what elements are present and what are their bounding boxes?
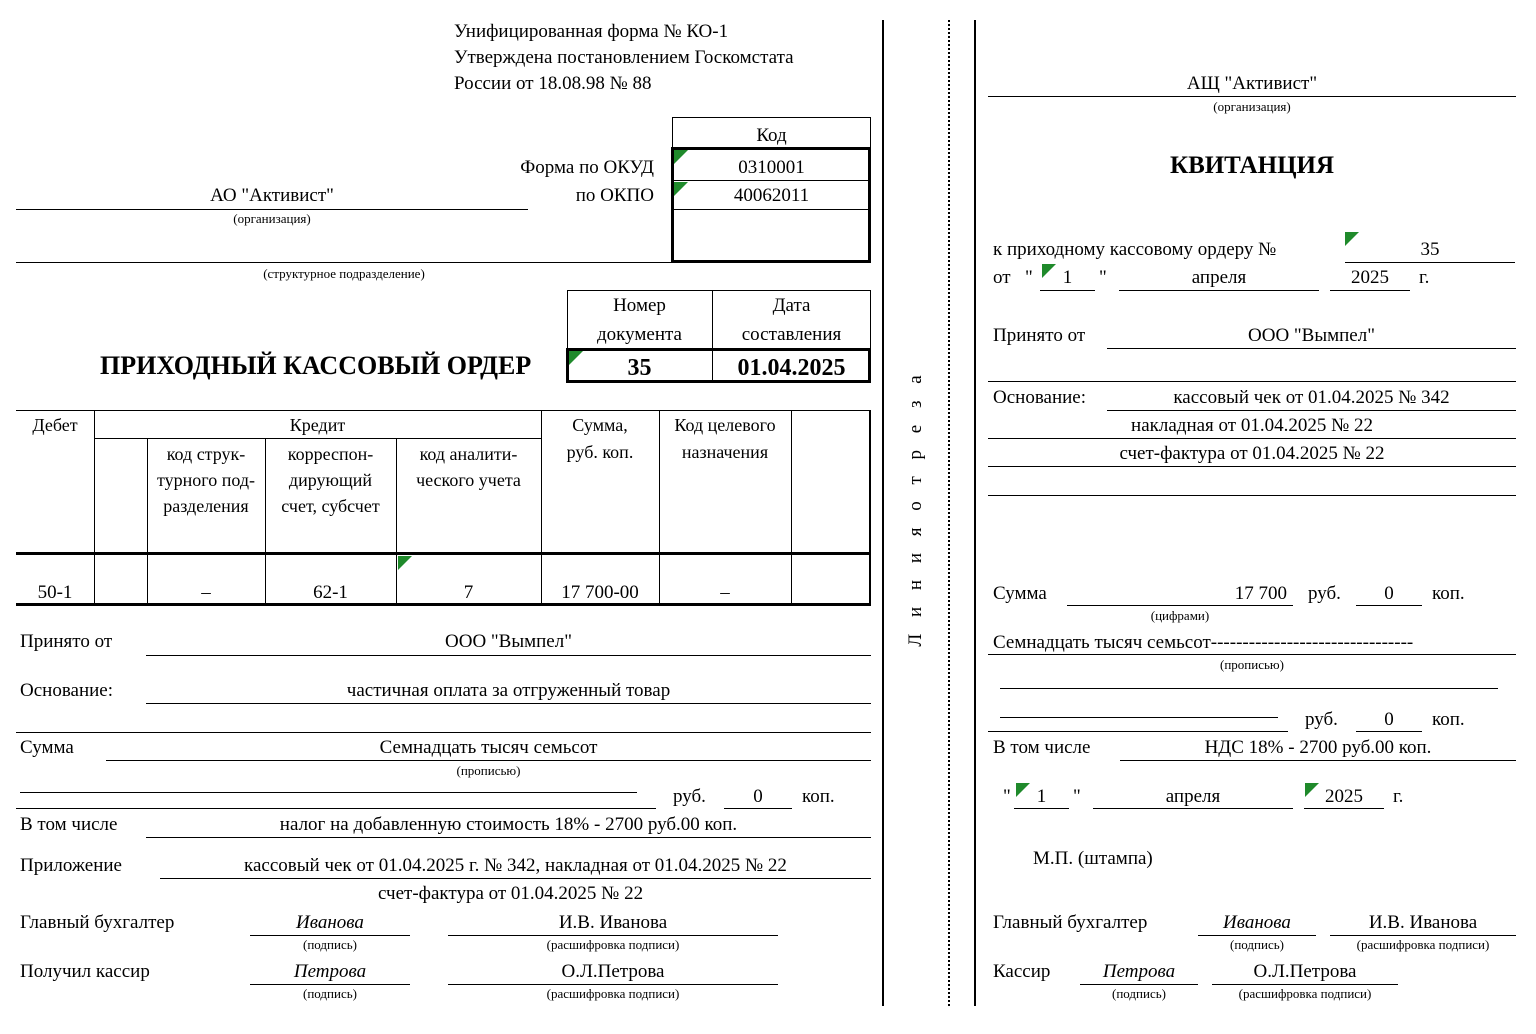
receipt-decode-caption: (расшифровка подписи) bbox=[1356, 937, 1490, 952]
okud-label: Форма по ОКУД bbox=[520, 157, 654, 178]
sum-header: Сумма, bbox=[572, 415, 628, 435]
row-sum: 17 700-00 bbox=[561, 582, 639, 603]
receipt-including-label: В том числе bbox=[993, 737, 1091, 758]
receipt-basis-label: Основание: bbox=[993, 387, 1087, 408]
date-header-2: составления bbox=[741, 324, 842, 345]
sign-caption: (подпись) bbox=[303, 937, 357, 952]
receipt-rub-label-2: руб. bbox=[1305, 709, 1338, 730]
row-purpose: – bbox=[720, 582, 730, 603]
row-debit: 50-1 bbox=[37, 582, 73, 603]
credit-header: Кредит bbox=[289, 415, 346, 435]
receipt-chief-signature: Иванова bbox=[1223, 912, 1291, 933]
receipt-words-caption: (прописью) bbox=[1220, 657, 1284, 672]
rub-label: руб. bbox=[673, 786, 706, 807]
receipt-title: КВИТАНЦИЯ bbox=[1169, 152, 1335, 179]
cashier-signature: Петрова bbox=[293, 961, 367, 982]
row-division: – bbox=[201, 582, 211, 603]
receipt-day: 1 bbox=[1062, 267, 1073, 288]
sum-words: Семнадцать тысяч семьсот bbox=[379, 737, 598, 758]
receipt-date-day: 1 bbox=[1036, 786, 1047, 807]
doc-number: 35 bbox=[627, 355, 652, 381]
okpo-value: 40062011 bbox=[733, 185, 810, 206]
receipt-from-label: от bbox=[993, 267, 1011, 288]
receipt-date-month: апреля bbox=[1165, 786, 1221, 807]
receipt-kop-value-2: 0 bbox=[1384, 709, 1394, 730]
stamp-placeholder: М.П. (штампа) bbox=[1033, 848, 1153, 869]
receipt-date-year-suffix: г. bbox=[1393, 786, 1404, 807]
cut-line bbox=[948, 20, 950, 1006]
form-line-1: Унифицированная форма № КО-1 bbox=[454, 21, 729, 42]
receipt-chief-name: И.В. Иванова bbox=[1368, 912, 1478, 933]
receipt-year: 2025 bbox=[1351, 267, 1389, 288]
words-caption: (прописью) bbox=[456, 763, 521, 778]
account-header: корреспон- bbox=[287, 444, 374, 464]
receipt-received-value: ООО "Вымпел" bbox=[1248, 325, 1375, 346]
chief-signature: Иванова bbox=[296, 912, 364, 933]
attachment-line-2: счет-фактура от 01.04.2025 № 22 bbox=[378, 883, 644, 904]
receipt-month: апреля bbox=[1191, 267, 1247, 288]
row-account: 62-1 bbox=[313, 582, 348, 603]
receipt-basis-3: счет-фактура от 01.04.2025 № 22 bbox=[1119, 443, 1385, 464]
receipt-kop-label-2: коп. bbox=[1432, 709, 1465, 730]
chief-accountant-label: Главный бухгалтер bbox=[20, 912, 175, 933]
received-from-value: ООО "Вымпел" bbox=[445, 631, 572, 652]
attachment-line-1: кассовый чек от 01.04.2025 г. № 342, накладная от 01.04.2025 № 22 bbox=[244, 855, 787, 876]
receipt-digits-caption: (цифрами) bbox=[1150, 608, 1210, 623]
decode-caption: (расшифровка подписи) bbox=[546, 986, 680, 1001]
attachment-label: Приложение bbox=[20, 855, 122, 876]
organization-caption: (организация) bbox=[233, 211, 311, 226]
form-line-2: Утверждена постановлением Госкомстата bbox=[454, 47, 794, 68]
receipt-order-label: к приходному кассовому ордеру № bbox=[993, 239, 1277, 260]
basis-value: частичная оплата за отгруженный товар bbox=[346, 680, 671, 701]
code-header: Код bbox=[756, 125, 787, 146]
division-caption: (структурное подразделение) bbox=[263, 266, 425, 281]
row-analytic: 7 bbox=[463, 582, 474, 603]
receipt-chief-label: Главный бухгалтер bbox=[993, 912, 1148, 933]
decode-caption: (расшифровка подписи) bbox=[546, 937, 680, 952]
receipt-sum-words: Семнадцать тысяч семьсот-------------------------------- bbox=[993, 632, 1414, 653]
okud-value: 0310001 bbox=[738, 157, 805, 178]
receipt-cashier-label: Кассир bbox=[993, 961, 1051, 982]
receipt-kop-value: 0 bbox=[1384, 583, 1394, 604]
cashier-name: О.Л.Петрова bbox=[561, 961, 665, 982]
receipt-basis-2: накладная от 01.04.2025 № 22 bbox=[1131, 415, 1373, 436]
kop-label: коп. bbox=[802, 786, 835, 807]
receipt-decode-caption: (расшифровка подписи) bbox=[1238, 986, 1372, 1001]
basis-label: Основание: bbox=[20, 680, 114, 701]
document-title: ПРИХОДНЫЙ КАССОВЫЙ ОРДЕР bbox=[100, 351, 532, 380]
receipt-received-label: Принято от bbox=[993, 325, 1086, 346]
kop-value: 0 bbox=[753, 786, 763, 807]
number-header-2: документа bbox=[597, 324, 682, 345]
receipt-sum-digits: 17 700 bbox=[1234, 583, 1287, 604]
receipt-rub-label: руб. bbox=[1308, 583, 1341, 604]
receipt-date-year: 2025 bbox=[1325, 786, 1363, 807]
date-header-1: Дата bbox=[772, 295, 811, 316]
separator-line bbox=[882, 20, 884, 1006]
cut-line-label: Л и н и я о т р е з а bbox=[905, 369, 926, 647]
receipt-cashier-name: О.Л.Петрова bbox=[1253, 961, 1357, 982]
sum-label: Сумма bbox=[20, 737, 74, 758]
chief-name: И.В. Иванова bbox=[558, 912, 668, 933]
form-line-3: России от 18.08.98 № 88 bbox=[454, 73, 652, 94]
receipt-kop-label: коп. bbox=[1432, 583, 1465, 604]
receipt-cashier-signature: Петрова bbox=[1102, 961, 1176, 982]
receipt-order-number: 35 bbox=[1420, 239, 1440, 260]
received-from-label: Принято от bbox=[20, 631, 113, 652]
including-label: В том числе bbox=[20, 814, 118, 835]
receipt-including-value: НДС 18% - 2700 руб.00 коп. bbox=[1204, 737, 1432, 758]
receipt-year-suffix: г. bbox=[1419, 267, 1430, 288]
debit-header: Дебет bbox=[32, 415, 78, 435]
analytic-header: код аналити- bbox=[419, 444, 518, 464]
division-code-header: код струк- bbox=[166, 444, 246, 464]
okpo-label: по ОКПО bbox=[575, 185, 654, 206]
receipt-sum-label: Сумма bbox=[993, 583, 1047, 604]
number-header-1: Номер bbox=[613, 295, 666, 316]
organization-name: АО "Активист" bbox=[210, 185, 334, 206]
sign-caption: (подпись) bbox=[303, 986, 357, 1001]
receipt-organization: АЩ "Активист" bbox=[1186, 73, 1318, 94]
receipt-sign-caption: (подпись) bbox=[1230, 937, 1284, 952]
cell-marker bbox=[398, 556, 412, 570]
doc-date: 01.04.2025 bbox=[737, 355, 846, 381]
including-value: налог на добавленную стоимость 18% - 2700 руб.00 коп. bbox=[279, 814, 738, 835]
cashier-label: Получил кассир bbox=[20, 961, 150, 982]
separator-line bbox=[974, 20, 976, 1006]
purpose-header: Код целевого bbox=[674, 415, 776, 435]
receipt-org-caption: (организация) bbox=[1213, 99, 1291, 114]
receipt-basis-1: кассовый чек от 01.04.2025 № 342 bbox=[1173, 387, 1450, 408]
receipt-sign-caption: (подпись) bbox=[1112, 986, 1166, 1001]
